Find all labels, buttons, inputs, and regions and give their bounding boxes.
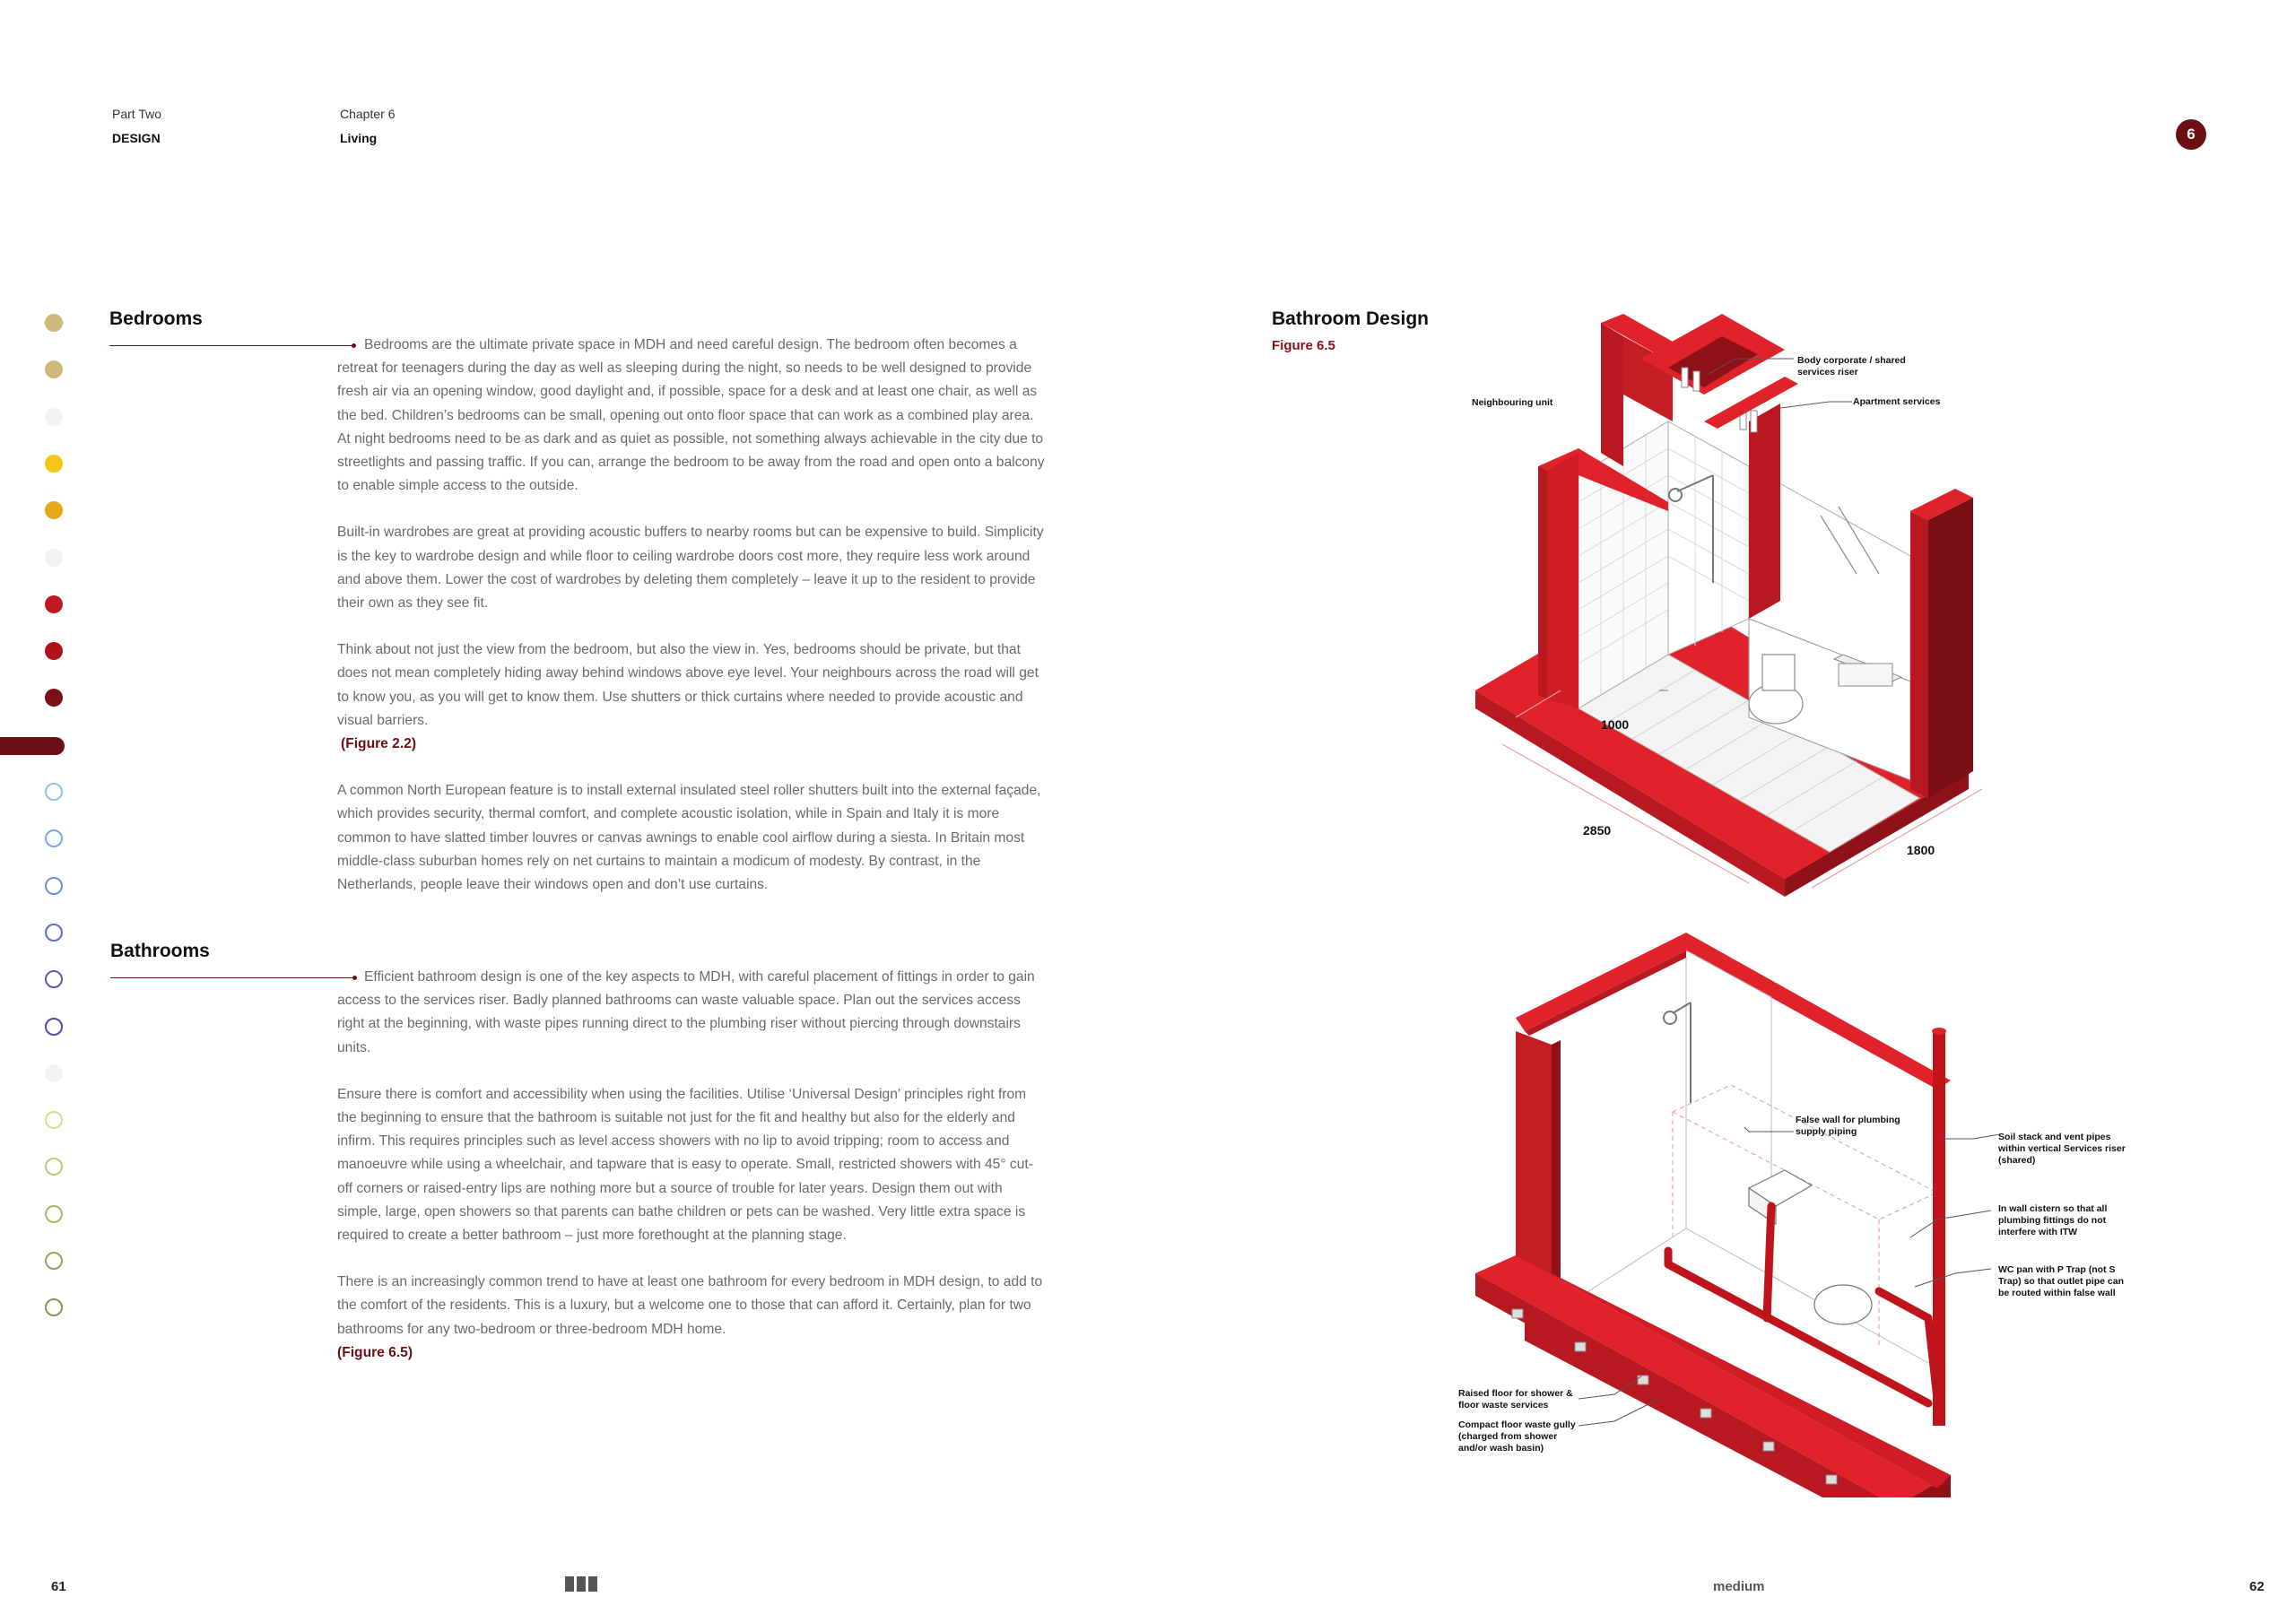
part-label: Part Two (112, 107, 161, 121)
services-pipe-2 (1751, 411, 1757, 432)
toilet-cistern (1762, 655, 1795, 690)
label-soil-stack: Soil stack and vent pipes within vertical Services riser (shared) (1998, 1132, 2126, 1166)
bathrooms-paragraph-3: There is an increasingly common trend to have at least one bathroom for every bedroom in MDH design, to add to the comfort of the residents. This is a luxury, but a welcome one to those that can afford it. Certainly, plan for two bathrooms for any two-bedroom or three-bedroom MDH home. (337, 1274, 1043, 1337)
figure-title: Bathroom Design (1272, 308, 1430, 329)
floor-platform-top (1475, 1255, 1937, 1497)
basin-bowl (1839, 664, 1892, 686)
ceiling-frame (1516, 933, 1951, 1089)
nav-chapter-dot[interactable] (45, 1158, 63, 1176)
nav-chapter-dot[interactable] (45, 408, 63, 426)
label-raised-floor: Raised floor for shower & floor waste services (1458, 1388, 1573, 1410)
bedrooms-rule (109, 345, 353, 346)
bedrooms-paragraph-2: Built-in wardrobes are great at providing acoustic buffers to nearby rooms but can be expensive to build. Simplicity is the key to wardrobe design and while floor to ceiling wardrobe doors cost more, they require less work around and above them. Lower the cost of wardrobes by deleting them completely – leave it up to the resident to provide their own as they see fit. (337, 525, 1044, 612)
bedrooms-figure-link[interactable]: (Figure 2.2) (341, 736, 417, 752)
nav-chapter-dot[interactable] (45, 689, 63, 707)
services-leader (1780, 402, 1852, 408)
bathroom-axonometric-bottom (1453, 924, 2063, 1497)
nav-chapter-dot[interactable] (45, 1111, 63, 1129)
bathrooms-heading: Bathrooms (110, 941, 210, 961)
nav-chapter-dot[interactable] (45, 455, 63, 473)
riser-pipe-1 (1682, 368, 1688, 387)
bathrooms-paragraph-1: Efficient bathroom design is one of the key aspects to MDH, with careful placement of fittings in order to gain access to the services riser. Badly planned bathrooms can waste valuable space. Plan out the services access right at the beginning, with waste pipes running direct to the plumbing riser without piercing through downstairs units. (337, 969, 1035, 1055)
wall-left-body (1547, 453, 1578, 708)
nav-active-chapter[interactable] (0, 737, 65, 755)
riser-shaft (1749, 404, 1780, 619)
bedrooms-paragraph-4: A common North European feature is to install external insulated steel roller shutters built into the external façade, which provides security, thermal comfort, and complete acoustic isolation, while in Spain and Italy it is more common to have slatted timber louvres or canvas awnings to enable cool airflow during a siesta. In Britain most middle-class suburban homes rely on net curtains to maintain a modicum of modesty. By contrast, in the Netherlands, people leave their windows open and don’t use curtains. (337, 783, 1041, 893)
label-services-riser: Body corporate / shared services riser (1797, 355, 1906, 378)
dimension-1000: 1000 (1601, 717, 1630, 732)
chapter-label: Chapter 6 (340, 107, 396, 121)
nav-chapter-dot[interactable] (45, 360, 63, 378)
neighbour-column-front (1601, 323, 1623, 466)
label-wc-pan: WC pan with P Trap (not S Trap) so that outlet pipe can be routed within false wall (1998, 1264, 2125, 1298)
nav-chapter-dot[interactable] (45, 549, 63, 567)
label-apartment-services: Apartment services (1853, 396, 1941, 407)
part-title: DESIGN (112, 131, 161, 145)
back-wall-right (1668, 421, 1749, 655)
nav-chapter-dot[interactable] (45, 924, 63, 942)
ceiling-frame-edge (1525, 950, 1686, 1036)
nav-chapter-dot[interactable] (45, 595, 63, 613)
toilet-bowl-bottom (1814, 1285, 1872, 1324)
bathrooms-paragraph-2: Ensure there is comfort and accessibility when using the facilities. Utilise ‘Universal Design’ principles right from the beginning to ensure that the bathroom is suitable not just for the fit and healthy but also for the elderly and infirm. This requires principles such as level access showers with no lip to avoid tripping; room to access and manoeuvre while using a wheelchair, and tapware that is easy to operate. Small, restricted showers with 45° cut-off corners or raised-entry lips are nothing more but a source of trouble for later years. Design them out with simple, large, open showers so that parents can bathe children or pets can be washed. Very little extra space is required to create a better bathroom – just more forethought at the planning stage. (337, 1086, 1033, 1244)
nav-chapter-dot[interactable] (45, 501, 63, 519)
nav-chapter-dot[interactable] (45, 970, 63, 988)
wall-right-front (1910, 511, 1928, 798)
bedrooms-paragraph-1: Bedrooms are the ultimate private space in MDH and need careful design. The bedroom often becomes a retreat for teenagers during the day as well as sleeping during the night, so needs to be well designed to provide fresh air via an opening window, good daylight and, if possible, space for a desk and at least one chair, as well as the bed. Children’s bedrooms can be small, opening out onto floor space that can work as a combined play area. At night bedrooms need to be as dark and as quiet as possible, not something always achievable in the city due to streetlights and passing traffic. If you can, arrange the bedroom to be away from the road and open onto a balcony to enable simple access to the outside. (337, 337, 1045, 494)
chapter-badge[interactable]: 6 (2176, 119, 2206, 150)
nav-chapter-dot[interactable] (45, 1018, 63, 1036)
label-floor-gully: Compact floor waste gully (charged from shower and/or wash basin) (1458, 1419, 1576, 1454)
nav-chapter-dot[interactable] (45, 1252, 63, 1270)
bedrooms-paragraph-3: Think about not just the view from the bedroom, but also the view in. Yes, bedrooms should be private, but that does not mean completely hiding away behind windows above eye level. Your neighbours across the road will get to know you, as you will get to know them. Use shutters or thick curtains where needed to provide acoustic and visual barriers. (337, 642, 1039, 728)
page-number-right: 62 (2249, 1579, 2265, 1594)
page-number-left: 61 (51, 1579, 66, 1594)
nav-chapter-dot[interactable] (45, 1205, 63, 1223)
footer-brand: medium (1713, 1579, 1765, 1594)
label-false-wall: False wall for plumbing supply piping (1796, 1115, 1900, 1137)
bathrooms-figure-link[interactable]: (Figure 6.5) (337, 1344, 413, 1360)
bedrooms-heading: Bedrooms (109, 308, 203, 329)
dimension-2850: 2850 (1583, 823, 1612, 838)
bedrooms-body (337, 334, 1046, 920)
shower-arm-bottom (1673, 1002, 1691, 1013)
nav-chapter-dot[interactable] (45, 829, 63, 847)
nav-chapter-dot[interactable] (45, 1064, 63, 1082)
bathrooms-body (337, 966, 1046, 1365)
left-wall-side (1552, 1040, 1561, 1314)
chapter-title: Living (340, 131, 378, 145)
label-neighbouring-unit: Neighbouring unit (1472, 397, 1553, 408)
label-in-wall-cistern: In wall cistern so that all plumbing fittings do not interfere with ITW (1998, 1203, 2108, 1237)
soil-stack-cap (1932, 1028, 1946, 1035)
nav-chapter-dot[interactable] (45, 1298, 63, 1316)
nav-chapter-dot[interactable] (45, 642, 63, 660)
figure-number: Figure 6.5 (1272, 338, 1335, 353)
nav-chapter-dot[interactable] (45, 877, 63, 895)
wall-left-face (1538, 466, 1547, 699)
nav-chapter-dot[interactable] (45, 314, 63, 332)
wall-right-face (1928, 498, 1973, 798)
bathrooms-rule (110, 977, 354, 978)
book-icon (565, 1576, 597, 1592)
chapter-navigation (0, 0, 72, 1435)
soil-stack (1933, 1031, 1945, 1426)
nav-chapter-dot[interactable] (45, 783, 63, 801)
riser-pipe-2 (1693, 371, 1700, 391)
dimension-1800: 1800 (1907, 843, 1935, 857)
shower-head-bottom (1664, 1011, 1676, 1024)
